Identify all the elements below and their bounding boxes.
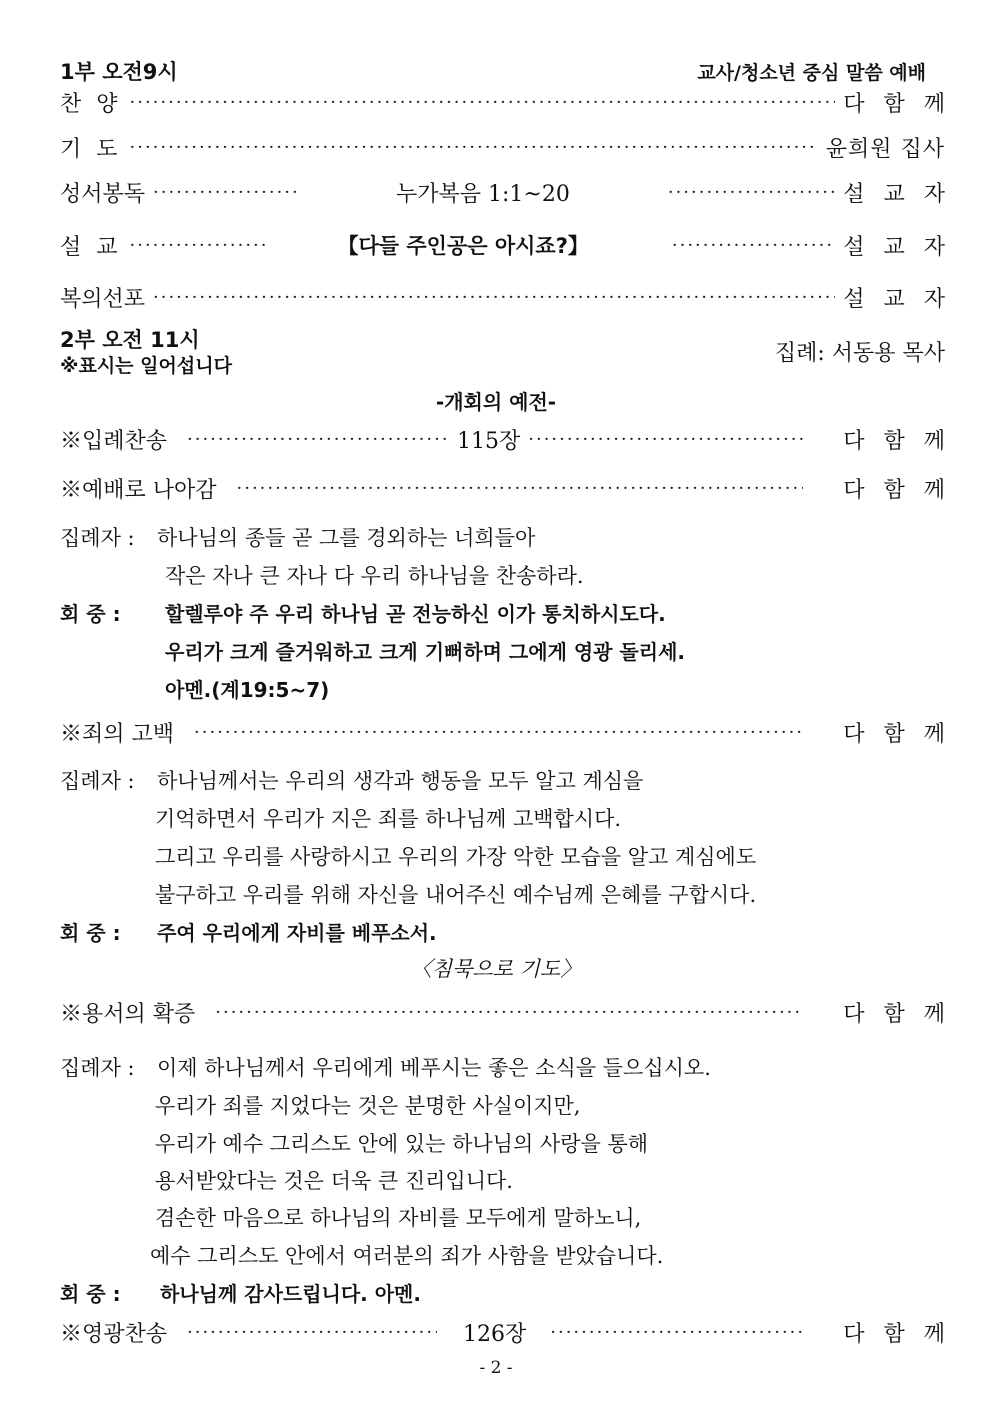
leader-line: 예수 그리스도 안에서 여러분의 죄가 사함을 받았습니다.	[150, 1244, 664, 1268]
item-performer: 다 함 께	[843, 1001, 951, 1027]
order-item-call-to-worship	[60, 473, 951, 503]
part1-subtitle: 교사/청소년 중심 말씀 예배	[697, 62, 926, 84]
leader-line: 기억하면서 우리가 지은 죄를 하나님께 고백합시다.	[155, 807, 622, 831]
congregation-line: 우리가 크게 즐거워하고 크게 기뻐하며 그에게 영광 돌리세.	[165, 640, 686, 664]
item-label: 설 교	[60, 234, 122, 260]
order-item-prayer	[60, 132, 945, 162]
congregation-line: 할렐루야 주 우리 하나님 곧 전능하신 이가 통치하시도다.	[165, 602, 666, 626]
order-item-gloria	[60, 1317, 951, 1347]
standing-note: ※표시는 일어섭니다	[60, 355, 232, 377]
leader-dots	[130, 235, 265, 256]
leader-dots	[668, 182, 835, 203]
item-performer: 설 교 자	[843, 286, 951, 312]
leader-dots	[528, 429, 803, 450]
item-label: ※입례찬송	[60, 428, 168, 454]
order-item-sermon	[60, 230, 951, 260]
part1-heading: 1부 오전9시	[60, 60, 178, 84]
leader-dots	[130, 137, 818, 158]
item-performer: 다 함 께	[843, 1321, 951, 1347]
leader-line: 작은 자나 큰 자나 다 우리 하나님을 찬송하라.	[165, 564, 584, 588]
congregation-prefix: 회 중 :	[60, 602, 121, 626]
scripture-reference: 누가복음 1:1~20	[396, 181, 570, 207]
presider: 집례: 서동용 목사	[774, 341, 945, 366]
congregation-prefix: 회 중 :	[60, 921, 121, 945]
order-item-confession	[60, 717, 951, 747]
item-performer: 다 함 께	[843, 721, 951, 747]
page-number: - 2 -	[479, 1358, 513, 1378]
leader-dots	[187, 1322, 437, 1343]
order-item-scripture	[60, 177, 951, 207]
leader-dots	[194, 722, 803, 743]
leader-line: 그리고 우리를 사랑하시고 우리의 가장 악한 모습을 알고 계심에도	[155, 845, 757, 869]
leader-dots	[672, 235, 835, 256]
item-label: 복의선포	[60, 286, 146, 312]
congregation-prefix: 회 중 :	[60, 1282, 121, 1306]
silent-prayer-note: 〈침묵으로 기도〉	[410, 957, 582, 981]
item-performer: 설 교 자	[843, 234, 951, 260]
leader-dots	[153, 182, 298, 203]
leader-line: 용서받았다는 것은 더욱 큰 진리입니다.	[155, 1169, 513, 1193]
item-performer: 다 함 께	[843, 91, 951, 117]
hymn-number: 126장	[463, 1321, 527, 1347]
leader-line: 하나님께서는 우리의 생각과 행동을 모두 알고 계심을	[157, 769, 644, 793]
order-item-hymn	[60, 87, 951, 117]
order-item-benediction	[60, 282, 951, 312]
item-label: ※영광찬송	[60, 1321, 168, 1347]
item-label: 찬 양	[60, 91, 122, 117]
leader-line: 이제 하나님께서 우리에게 베푸시는 좋은 소식을 들으십시오.	[157, 1056, 711, 1080]
leader-prefix: 집례자 :	[60, 526, 135, 550]
item-label: ※죄의 고백	[60, 721, 175, 747]
item-label: ※예배로 나아감	[60, 477, 217, 503]
item-label: 기 도	[60, 136, 122, 162]
congregation-line: 아멘.(계19:5~7)	[165, 678, 330, 702]
leader-line: 우리가 죄를 지었다는 것은 분명한 사실이지만,	[155, 1094, 581, 1118]
leader-line: 우리가 예수 그리스도 안에 있는 하나님의 사랑을 통해	[155, 1132, 649, 1156]
sermon-title: 【다들 주인공은 아시죠?】	[337, 234, 589, 258]
congregation-line: 주여 우리에게 자비를 베푸소서.	[157, 921, 437, 945]
leader-line: 불구하고 우리를 위해 자신을 내어주신 예수님께 은혜를 구합시다.	[155, 883, 757, 907]
leader-dots	[550, 1322, 803, 1343]
hymn-number: 115장	[457, 428, 521, 454]
order-item-entrance-hymn	[60, 424, 951, 454]
leader-dots	[215, 1002, 803, 1023]
leader-prefix: 집례자 :	[60, 1056, 135, 1080]
item-performer: 다 함 께	[843, 428, 951, 454]
part2-heading: 2부 오전 11시	[60, 328, 200, 352]
leader-line: 하나님의 종들 곧 그를 경외하는 너희들아	[157, 526, 536, 550]
section-title: -개회의 예전-	[435, 390, 557, 414]
congregation-line: 하나님께 감사드립니다. 아멘.	[160, 1282, 421, 1306]
item-label: 성서봉독	[60, 181, 146, 207]
order-item-assurance	[60, 997, 951, 1027]
item-performer: 설 교 자	[843, 181, 951, 207]
leader-dots	[153, 287, 835, 308]
leader-dots	[187, 429, 449, 450]
leader-dots	[130, 92, 836, 113]
item-performer: 윤희원 집사	[825, 136, 945, 162]
leader-line: 겸손한 마음으로 하나님의 자비를 모두에게 말하노니,	[155, 1206, 642, 1230]
item-performer: 다 함 께	[843, 477, 951, 503]
item-label: ※용서의 확증	[60, 1001, 196, 1027]
leader-prefix: 집례자 :	[60, 769, 135, 793]
leader-dots	[237, 478, 804, 499]
